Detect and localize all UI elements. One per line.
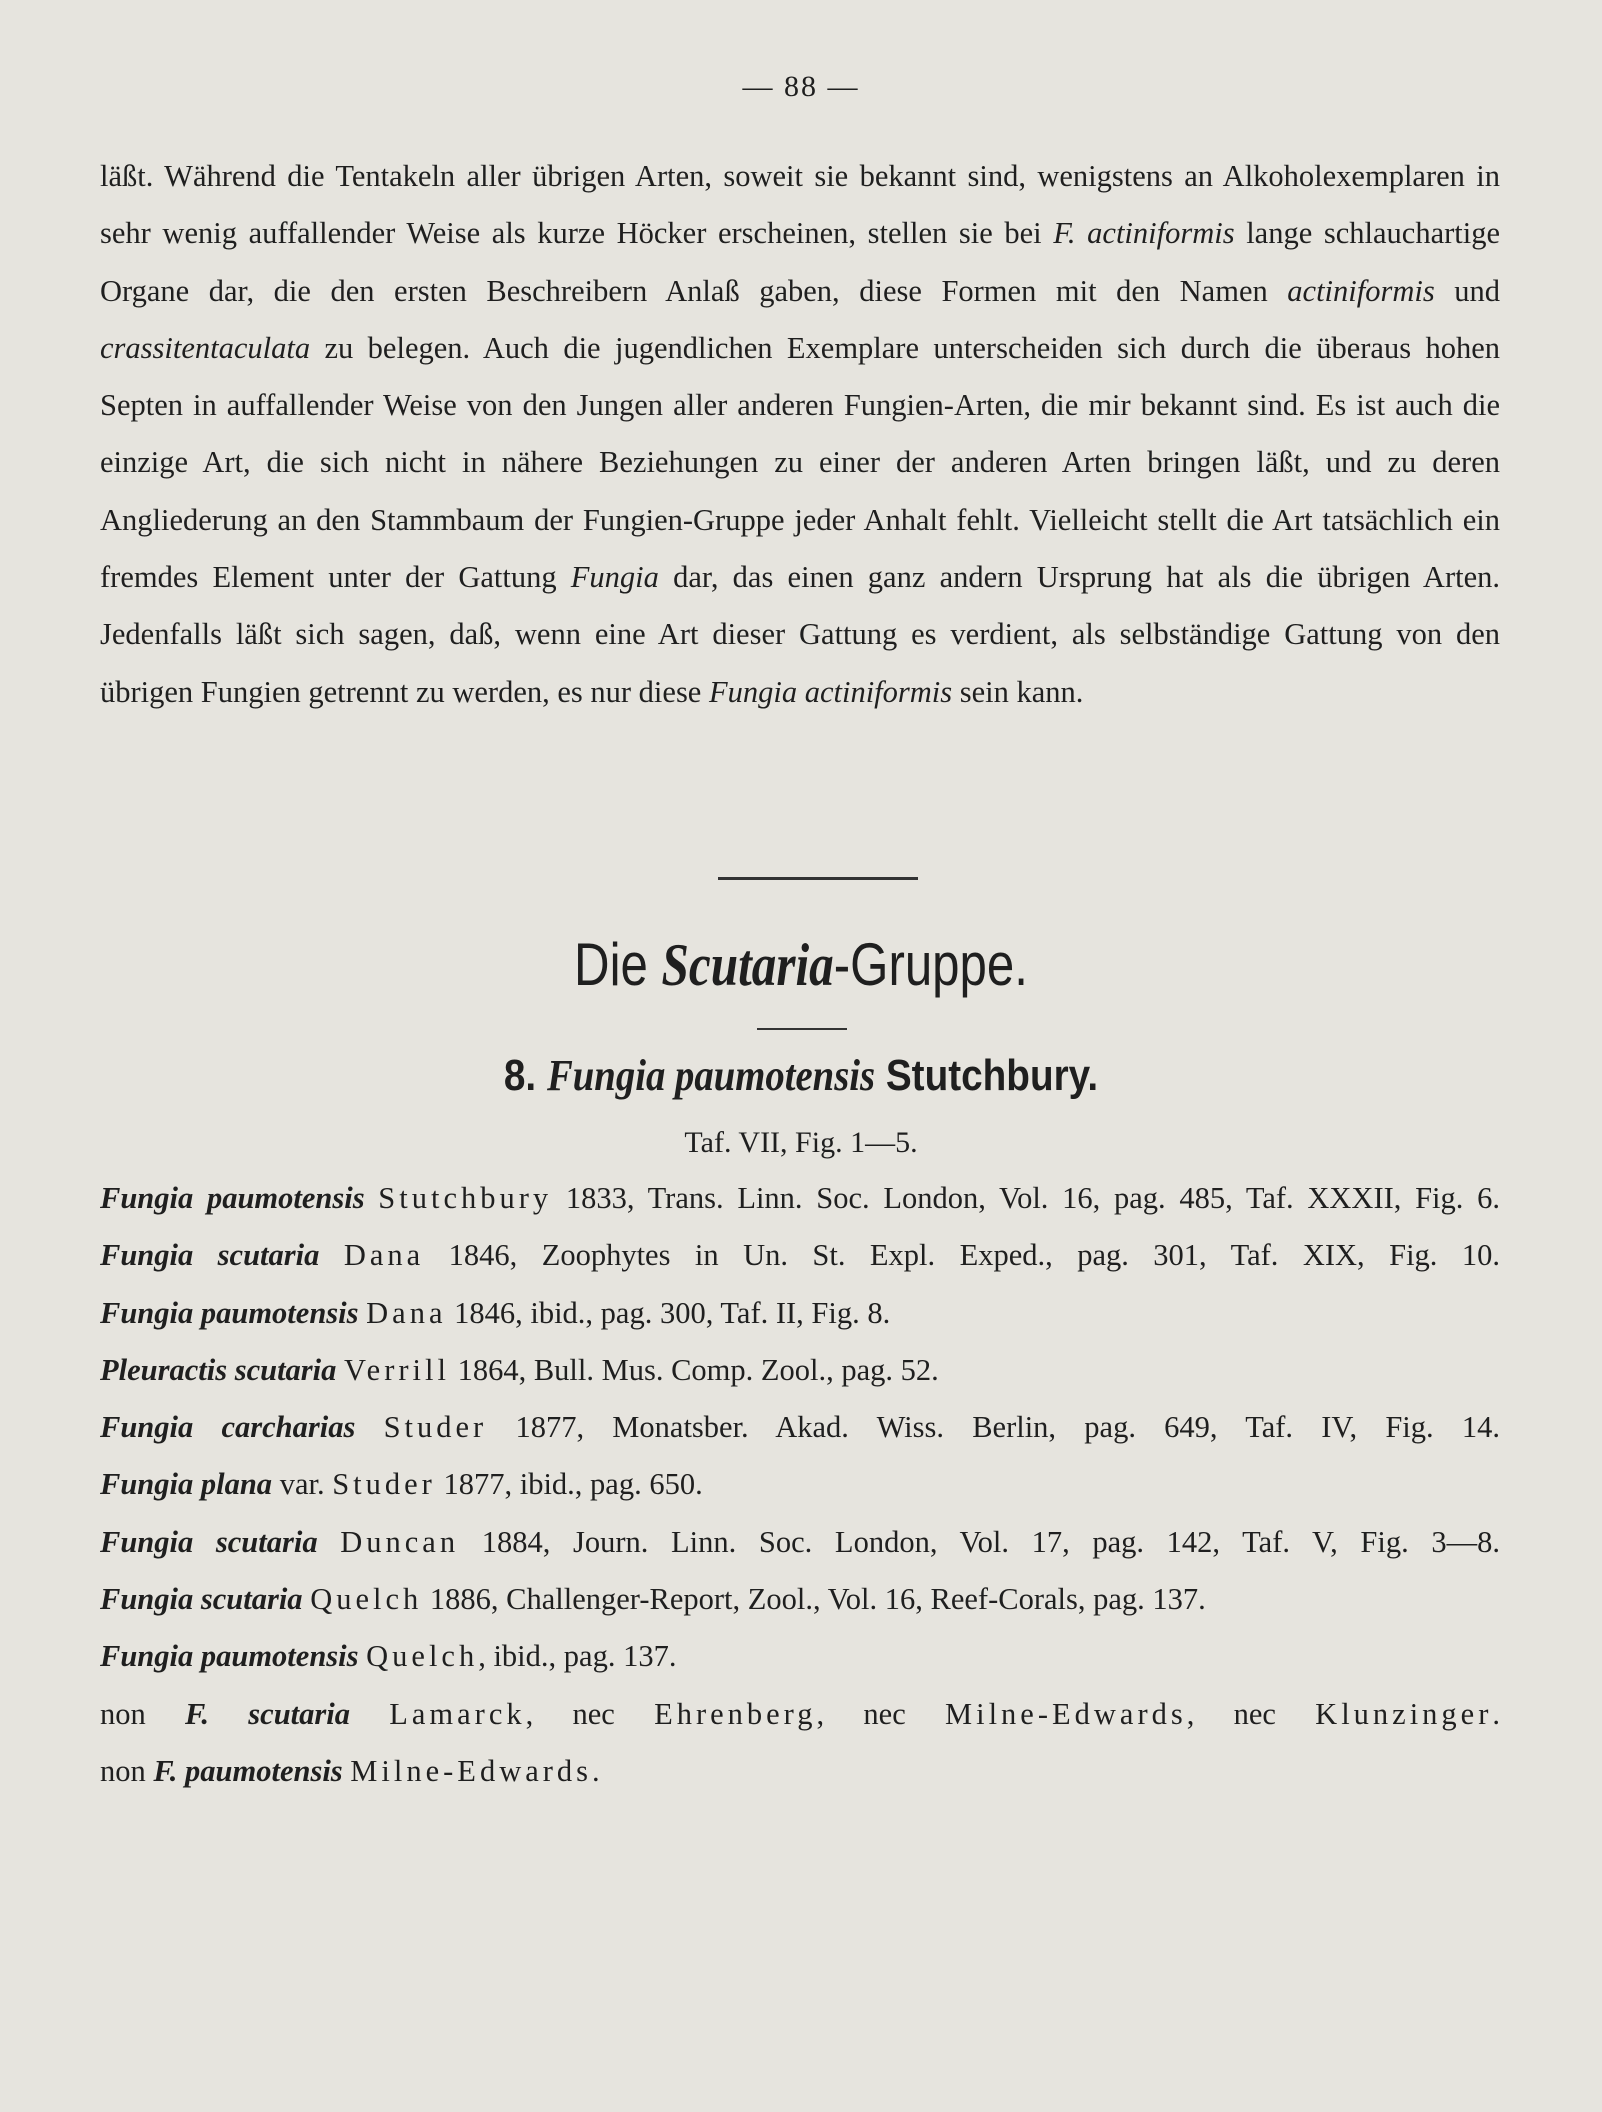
entry-taxon: Fungia scutaria — [100, 1524, 318, 1559]
non-sep: , nec — [525, 1696, 655, 1731]
non-end: . — [1492, 1696, 1501, 1731]
synonymy-entry — [100, 1399, 1500, 1456]
non-lead: non — [100, 1696, 185, 1731]
non-author: Milne-Edwards — [350, 1753, 593, 1788]
synonymy-entry — [100, 1514, 1500, 1571]
section-divider — [718, 877, 918, 880]
synonymy-entry — [100, 1342, 1500, 1399]
entry-author: Dana — [366, 1295, 447, 1330]
italic-taxon: F. actiniformis — [1053, 216, 1235, 251]
non-author: Lamarck — [389, 1696, 526, 1731]
text-run: lange schlauchartige Organe dar, die den ersten Beschreibern Anlaß gaben, diese Formen mit den Namen — [100, 216, 1501, 308]
non-entry — [100, 1686, 1500, 1743]
non-entry — [100, 1743, 1500, 1800]
text-run: zu belegen. Auch die jugendlichen Exemplare unterscheiden sich durch die überaus hohen Septen in auffallender Weise von den Jungen aller anderen Fungien-Arten, die mir bekannt sind. Es ist auch die einzige Art, die sich nicht in nähere Beziehungen zu einer der anderen Arten bringen läßt, und zu deren Angliederung an den Stammbaum der Fungien-Gruppe jeder Anhalt fehlt. Vielleicht stellt die Art tatsächlich ein fremdes Element unter der Gattung — [100, 330, 1500, 595]
heading-prefix: Die — [574, 931, 662, 998]
italic-taxon: Fungia — [570, 560, 659, 595]
species-number: 8. — [503, 1051, 547, 1100]
heading-suffix: -Gruppe. — [833, 931, 1028, 998]
entry-ref: , ibid., pag. 137. — [478, 1639, 677, 1674]
entry-taxon: Fungia paumotensis — [100, 1295, 359, 1330]
entry-ref: 1846, ibid., pag. 300, Taf. II, Fig. 8. — [446, 1295, 891, 1330]
entry-author: Quelch — [366, 1639, 479, 1674]
non-end: . — [592, 1753, 600, 1788]
non-sep: , nec — [816, 1696, 945, 1731]
entry-ref: 1833, Trans. Linn. Soc. London, Vol. 16, pag. 485, Taf. XXXII, Fig. 6. — [552, 1181, 1500, 1215]
entry-taxon: Pleuractis scutaria — [100, 1352, 337, 1387]
species-name: Fungia paumotensis — [546, 1051, 876, 1100]
non-lead: non — [100, 1753, 154, 1788]
entry-pre: var. — [272, 1467, 333, 1502]
heading-divider — [757, 1028, 847, 1030]
entry-author: Studer — [383, 1410, 488, 1445]
entry-taxon: Fungia scutaria — [100, 1582, 303, 1617]
italic-taxon: crassitentaculata — [100, 330, 311, 365]
italic-taxon: Fungia actiniformis — [708, 674, 953, 709]
entry-author: Studer — [332, 1467, 436, 1502]
non-taxon: F. scutaria — [185, 1696, 350, 1731]
entry-author: Quelch — [310, 1582, 423, 1617]
species-heading — [96, 1050, 1506, 1101]
synonymy-entry — [100, 1170, 1500, 1227]
italic-taxon: actiniformis — [1287, 273, 1435, 308]
entry-author: Dana — [343, 1238, 425, 1273]
synonymy-entry — [100, 1628, 1500, 1685]
text-run: sein kann. — [952, 674, 1084, 709]
non-sep: , nec — [1186, 1696, 1316, 1731]
entry-ref: 1846, Zoophytes in Un. St. Expl. Exped., pag. 301, Taf. XIX, Fig. 10. — [424, 1238, 1500, 1273]
entry-ref: 1884, Journ. Linn. Soc. London, Vol. 17, pag. 142, Taf. V, Fig. 3—8. — [459, 1524, 1501, 1559]
non-taxon: F. paumotensis — [153, 1753, 343, 1788]
page-number: — 88 — — [742, 70, 860, 103]
non-author: Ehrenberg — [654, 1696, 817, 1731]
text-run: dar, das einen ganz andern Ursprung hat als die übrigen Arten. Jedenfalls läßt sich sagen, daß, wenn eine Art dieser Gattung es verdient, als selbständige Gattung von den übrigen Fungien getrennt zu werden, es nur diese — [100, 560, 1501, 709]
plate-reference: Taf. VII, Fig. 1—5. — [684, 1126, 918, 1159]
synonymy-list — [100, 1170, 1500, 1800]
non-author: Klunzinger — [1315, 1696, 1493, 1731]
entry-author: Verrill — [344, 1352, 450, 1387]
entry-ref: 1886, Challenger-Report, Zool., Vol. 16, Reef-Corals, pag. 137. — [422, 1582, 1206, 1617]
entry-author: Stutchbury — [378, 1181, 553, 1215]
entry-taxon: Fungia paumotensis — [100, 1639, 359, 1674]
text-run: läßt. Während die Tentakeln aller übrigen Arten, soweit sie bekannt sind, wenigstens an Alkoholexemplaren in sehr wenig auffallender Weise als kurze Höcker erscheinen, stellen sie bei — [100, 159, 1500, 251]
non-author: Milne-Edwards — [944, 1696, 1187, 1731]
entry-ref: 1864, Bull. Mus. Comp. Zool., pag. 52. — [449, 1352, 939, 1387]
synonymy-entry — [100, 1571, 1500, 1628]
entry-taxon: Fungia carcharias — [100, 1410, 356, 1445]
entry-ref: 1877, ibid., pag. 650. — [435, 1467, 703, 1502]
body-paragraph — [100, 148, 1500, 721]
entry-taxon: Fungia paumotensis — [100, 1181, 365, 1215]
synonymy-entry — [100, 1227, 1500, 1284]
synonymy-entry — [100, 1285, 1500, 1342]
synonymy-entry — [100, 1456, 1500, 1513]
text-run: und — [1434, 273, 1500, 308]
species-author: Stutchbury. — [875, 1051, 1099, 1100]
group-heading — [144, 930, 1458, 1000]
heading-italic: Scutaria — [661, 932, 834, 998]
entry-author: Duncan — [340, 1524, 460, 1559]
paragraph-text — [100, 148, 1500, 721]
entry-taxon: Fungia plana — [100, 1467, 273, 1502]
entry-taxon: Fungia scutaria — [100, 1238, 320, 1273]
entry-ref: 1877, Monatsber. Akad. Wiss. Berlin, pag. 649, Taf. IV, Fig. 14. — [487, 1410, 1501, 1445]
